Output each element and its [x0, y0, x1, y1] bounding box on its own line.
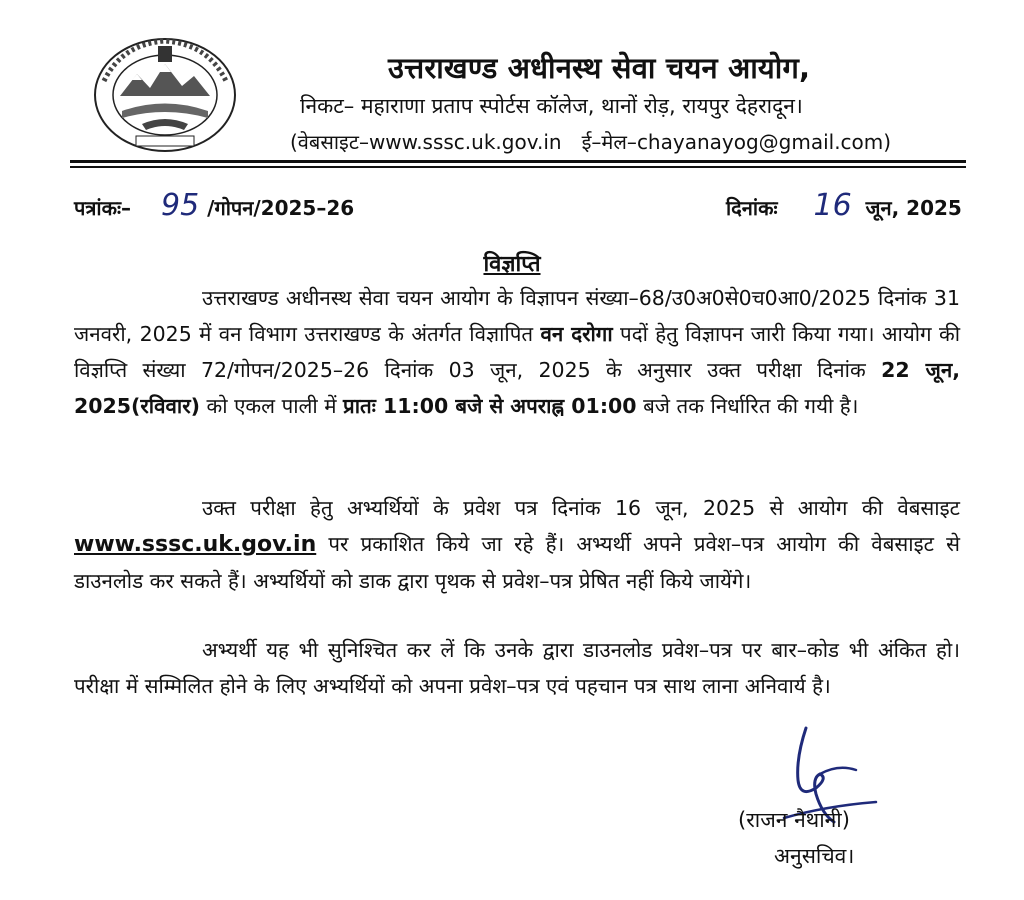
commission-emblem-logo	[92, 36, 238, 154]
post-name: वन दरोगा	[540, 322, 613, 346]
paragraph-admit-card	[74, 490, 960, 599]
exam-time: प्रातः 11:00 बजे से अपराह्न 01:00	[343, 394, 637, 418]
header-divider-thick	[70, 160, 966, 163]
reference-label: पत्रांकः–	[74, 196, 131, 220]
header-divider-thin	[70, 166, 966, 168]
website-label: (वेबसाइट–	[290, 130, 369, 154]
reference-suffix: /गोपन/2025–26	[207, 196, 355, 220]
signatory-name: (राजन नैथानी)	[738, 808, 850, 832]
exam-date: 22 जून, 2025(रविवार)	[74, 358, 960, 418]
website-text: www.sssc.uk.gov.in	[368, 130, 562, 154]
text-run: अभ्यर्थी यह भी सुनिश्चित कर लें कि उनके द्वारा डाउनलोड प्रवेश–पत्र पर बार–कोड भी अंकित हो। परीक्षा में सम्मिलित होने के लिए अभ्यर्थियों को अपना प्रवेश–पत्र एवं पहचान पत्र साथ लाना अनिवार्य है।	[74, 638, 960, 698]
date-label: दिनांकः	[726, 196, 778, 220]
text-run: उत्तराखण्ड अधीनस्थ सेवा चयन आयोग के विज्ञापन संख्या–68/उ0अ0से0च0आ0/2025 दिनांक 31 जनवरी, 2025 में वन विभाग उत्तराखण्ड के अंतर्गत विज्ञापित	[74, 286, 960, 346]
text-run: को एकल पाली में	[199, 394, 344, 418]
organization-address: निकट– महाराणा प्रताप स्पोर्टस कॉलेज, थानों रोड़, रायपुर देहरादून।	[300, 94, 803, 118]
text-run: बजे तक निर्धारित की गयी है।	[636, 394, 859, 418]
email-label: ई–मेल–	[581, 130, 637, 154]
organization-name: उत्तराखण्ड अधीनस्थ सेवा चयन आयोग,	[388, 51, 811, 85]
handwritten-reference-number: 95	[160, 188, 200, 223]
notice-title: विज्ञप्ति	[483, 252, 541, 277]
text-run: पर प्रकाशित किये जा रहे हैं। अभ्यर्थी अपने प्रवेश–पत्र आयोग की वेबसाइट से डाउनलोड कर सकते हैं। अभ्यर्थियों को डाक द्वारा पृथक से प्रवेश–पत्र प्रेषित नहीं किये जायेंगे।	[74, 532, 960, 593]
signatory-designation: अनुसचिव।	[774, 844, 855, 868]
paragraph-exam-schedule	[74, 280, 960, 424]
text-run: उक्त परीक्षा हेतु अभ्यर्थियों के प्रवेश पत्र दिनांक 16 जून, 2025 से आयोग की वेबसाइट	[202, 496, 960, 520]
letterhead	[0, 0, 1024, 170]
email-text: chayanayog@gmail.com)	[636, 130, 892, 154]
text-run: पदों हेतु विज्ञापन जारी किया गया। आयोग की विज्ञप्ति संख्या 72/गोपन/2025–26 दिनांक 03 जून, 2025 के अनुसार उक्त परीक्षा दिनांक	[74, 322, 961, 382]
letter-date	[726, 188, 962, 223]
reference-number	[74, 188, 354, 223]
date-month-year: जून, 2025	[865, 196, 962, 220]
website-link[interactable]: www.sssc.uk.gov.in	[74, 532, 317, 557]
paragraph-instructions	[74, 632, 960, 704]
contact-line	[290, 128, 891, 155]
handwritten-date-day: 16	[813, 188, 852, 223]
